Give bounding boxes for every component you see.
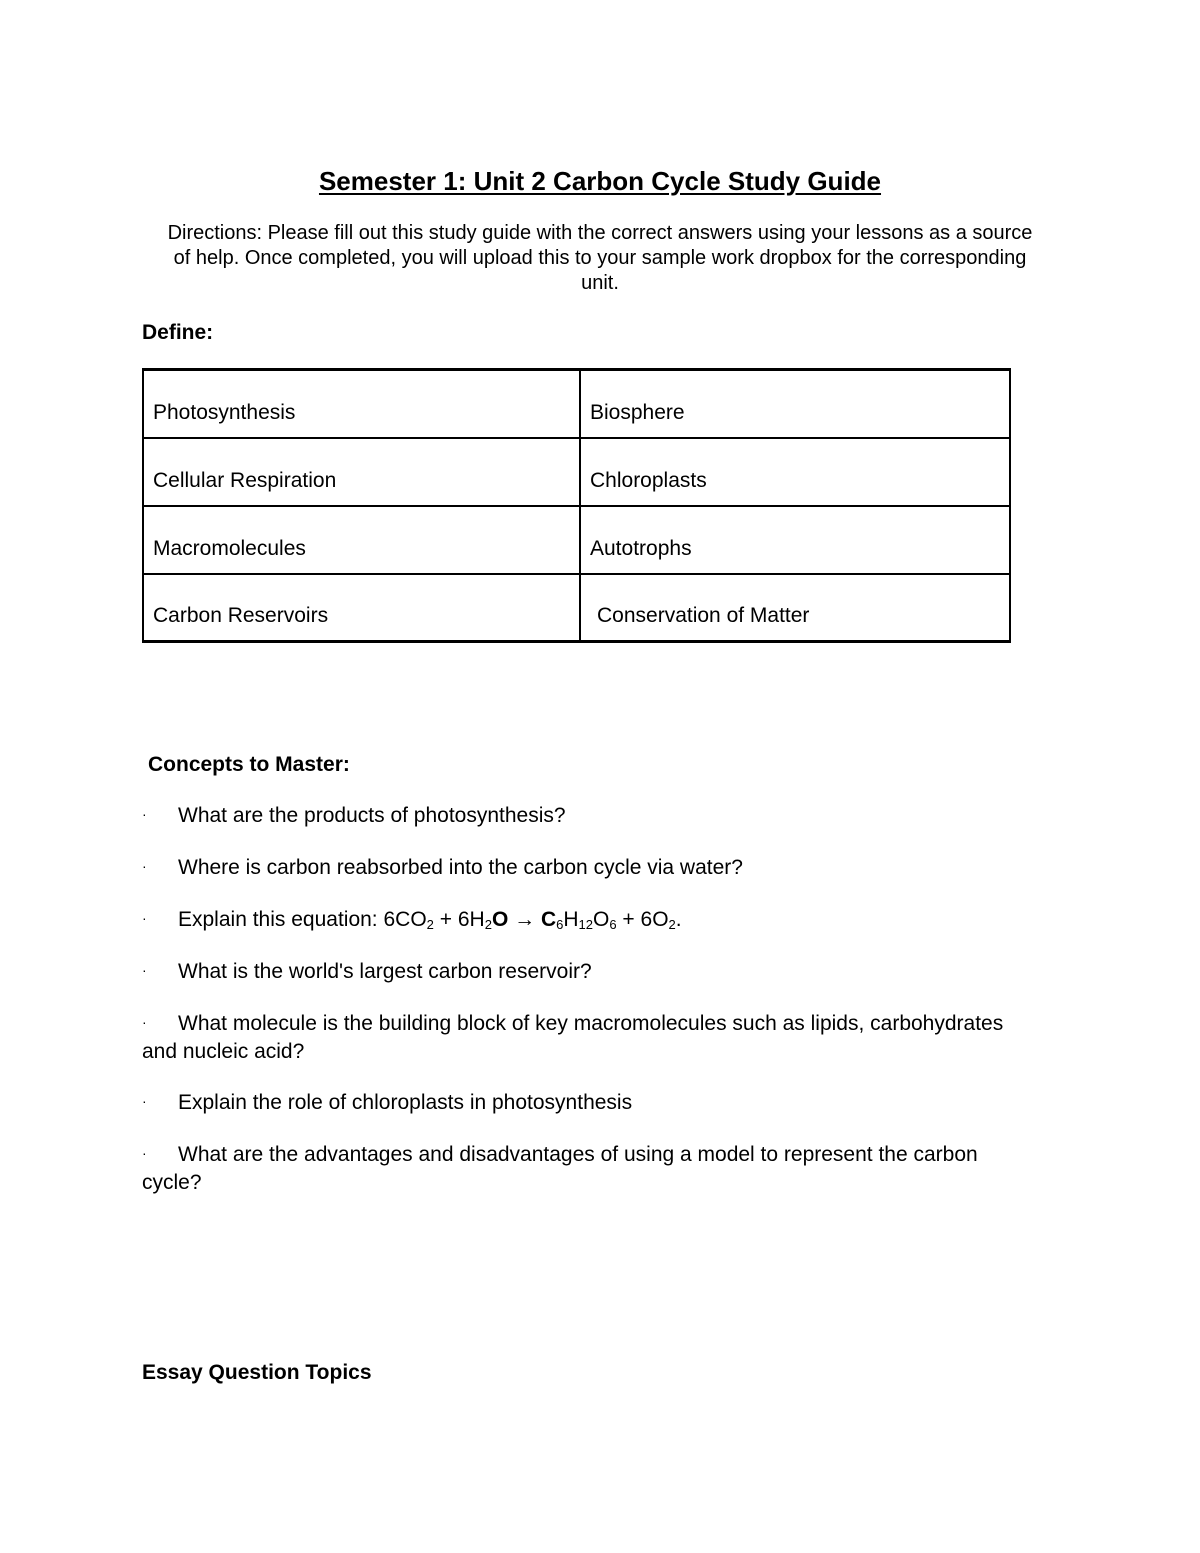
concept-text: Explain the role of chloroplasts in photosynthesis	[178, 1090, 633, 1114]
bullet-icon: ·	[142, 1144, 147, 1161]
equation: $6CO_2 + 6H_2O \to C_6H_{12}O_6 + 6O_2$.	[383, 907, 682, 932]
table-row	[143, 438, 1010, 506]
concept-text: What is the world's largest carbon reservoir?	[178, 959, 592, 983]
list-item	[142, 1089, 1022, 1117]
concept-text: Explain this equation:	[178, 907, 378, 931]
concept-text: What are the products of photosynthesis?	[178, 804, 566, 827]
term-cellular-respiration: Cellular Respiration	[153, 468, 337, 492]
bullet-icon: ·	[142, 1013, 147, 1030]
table-cell	[143, 506, 580, 574]
define-heading: Define:	[142, 321, 214, 344]
table-cell	[143, 370, 580, 438]
bullet-icon: ·	[142, 961, 147, 978]
list-item	[142, 906, 1022, 934]
term-carbon-reservoirs: Carbon Reservoirs	[153, 604, 329, 627]
list-item	[142, 1010, 1022, 1065]
table-row	[143, 574, 1010, 642]
concept-text: What molecule is the building block of key macromolecules such as lipids, carbohydrates and nucleic acid?	[142, 1011, 1004, 1063]
table-cell	[580, 574, 1010, 642]
term-chloroplasts: Chloroplasts	[590, 468, 707, 492]
term-autotrophs: Autotrophs	[590, 536, 692, 560]
bullet-icon: ·	[142, 909, 147, 926]
essay-heading: Essay Question Topics	[142, 1361, 372, 1384]
table-row	[143, 506, 1010, 574]
table-cell	[580, 370, 1010, 438]
bullet-icon: ·	[142, 857, 147, 874]
table-cell	[580, 438, 1010, 506]
table-row	[143, 370, 1010, 438]
term-conservation-of-matter: Conservation of Matter	[597, 604, 810, 627]
concepts-list	[142, 802, 1022, 1220]
table-cell	[580, 506, 1010, 574]
term-photosynthesis: Photosynthesis	[153, 400, 296, 424]
term-macromolecules: Macromolecules	[153, 536, 306, 560]
list-item	[142, 958, 1022, 986]
concepts-heading: Concepts to Master:	[148, 753, 350, 776]
concept-text: What are the advantages and disadvantages of using a model to represent the carbon cycle?	[142, 1142, 978, 1194]
define-table	[142, 368, 1011, 643]
table-cell	[143, 438, 580, 506]
list-item	[142, 802, 1022, 830]
directions-text: Directions: Please fill out this study guide with the correct answers using your lessons as a source of help. Once completed, you will upload this to your sample work dropbox for the corresponding unit.	[167, 222, 1033, 294]
bullet-icon: ·	[142, 805, 147, 822]
table-cell	[143, 574, 580, 642]
term-biosphere: Biosphere	[590, 400, 685, 424]
concept-text: Where is carbon reabsorbed into the carbon cycle via water?	[178, 855, 743, 879]
bullet-icon: ·	[142, 1092, 147, 1109]
page-title: Semester 1: Unit 2 Carbon Cycle Study Guide	[318, 166, 882, 196]
list-item	[142, 1141, 1022, 1196]
arrow-icon: →	[508, 907, 541, 931]
list-item	[142, 854, 1022, 882]
